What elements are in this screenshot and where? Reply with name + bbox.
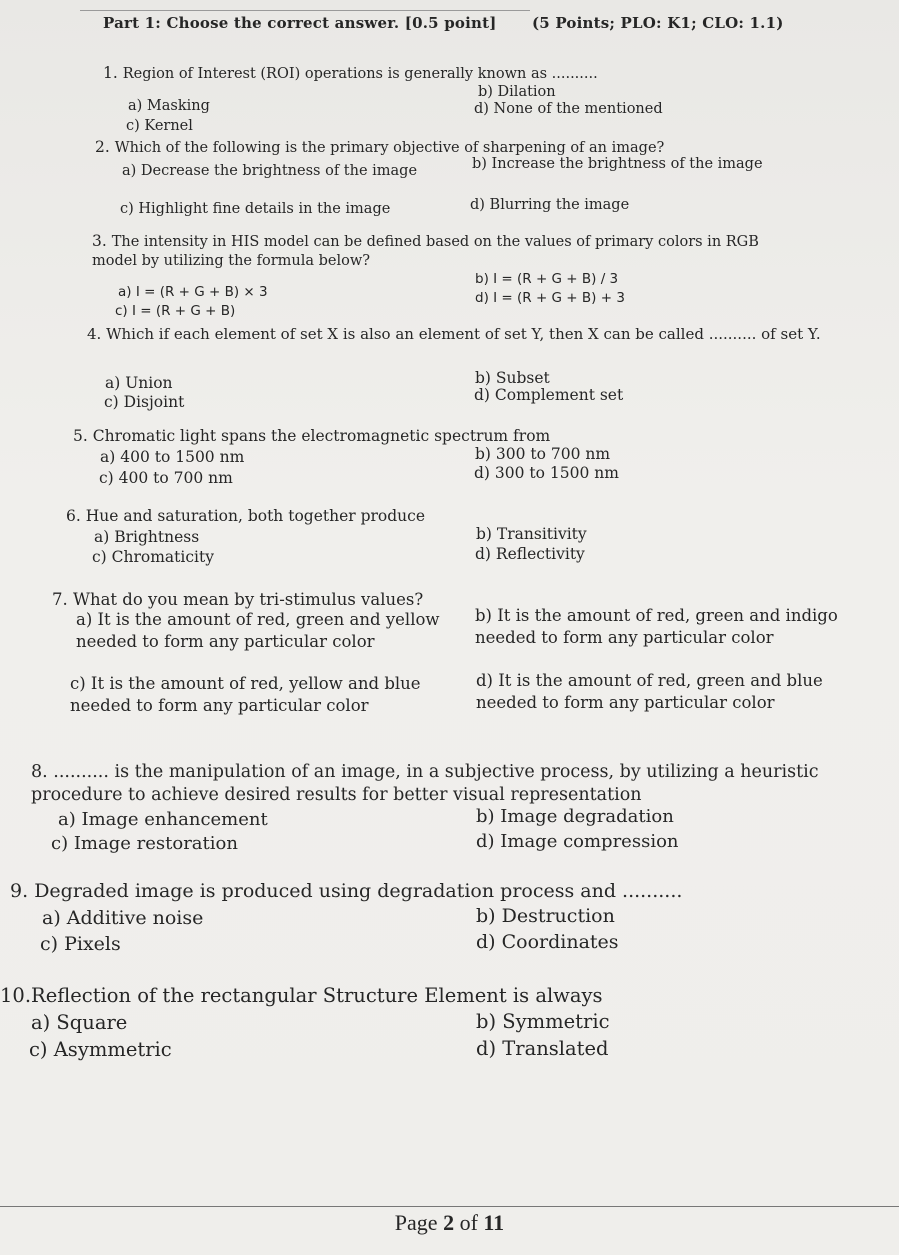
option-c[interactable]: c) Chromaticity [92,548,214,566]
question-number: 5. [73,427,88,445]
option-a[interactable]: a) I = (R + G + B) × 3 [118,284,268,300]
option-d[interactable]: d) Blurring the image [470,197,630,213]
option-b[interactable]: b) Destruction [476,905,615,927]
question-1 [103,64,863,83]
option-a[interactable]: a) 400 to 1500 nm [100,448,245,466]
question-stem: Degraded image is produced using degradation process and .......... [34,880,683,902]
total-pages: 11 [483,1210,505,1235]
question-stem: Region of Interest (ROI) operations is generally known as .......... [122,66,598,82]
top-divider [80,10,530,11]
question-10 [0,983,880,1008]
option-c[interactable]: c) It is the amount of red, yellow and blue needed to form any particular color [70,674,421,715]
option-a[interactable]: a) Image enhancement [58,809,268,830]
question-number: 7. [52,590,68,609]
option-d[interactable]: d) None of the mentioned [474,101,663,117]
option-b[interactable]: b) Subset [475,369,550,387]
question-stem: Which of the following is the primary objective of sharpening of an image? [114,140,665,156]
option-c[interactable]: c) Asymmetric [29,1038,172,1061]
footer-divider [0,1206,899,1207]
question-stem: What do you mean by tri-stimulus values? [73,590,424,609]
option-b[interactable]: b) Dilation [478,84,556,100]
question-stem: Reflection of the rectangular Structure Element is always [31,984,603,1007]
question-number: 10. [0,984,32,1007]
option-c[interactable]: c) Image restoration [51,833,238,854]
question-stem: Hue and saturation, both together produce [85,507,426,525]
option-c[interactable]: c) Highlight fine details in the image [120,201,391,217]
question-3 [92,232,782,270]
question-number: 2. [95,138,110,156]
option-b[interactable]: b) Symmetric [476,1010,610,1033]
question-number: 8. [31,762,48,782]
question-number: 3. [92,232,107,250]
option-c[interactable]: c) 400 to 700 nm [99,469,233,487]
option-a[interactable]: a) It is the amount of red, green and yellow needed to form any particular color [76,610,440,651]
option-a[interactable]: a) Masking [128,98,210,114]
option-c[interactable]: c) Disjoint [104,393,185,411]
option-b[interactable]: b) It is the amount of red, green and indigo needed to form any particular color [475,606,838,647]
option-b[interactable]: b) 300 to 700 nm [475,445,611,463]
option-b[interactable]: b) Image degradation [476,806,674,827]
question-stem: .......... is the manipulation of an image, in a subjective process, by utilizing a heuristic procedure to achieve desired results for better visual representation [31,762,825,805]
question-number: 9. [10,880,29,902]
of-word: of [459,1210,478,1235]
page-footer [0,1210,899,1236]
section-points: (5 Points; PLO: K1; CLO: 1.1) [531,14,784,32]
option-d[interactable]: d) Complement set [474,386,624,404]
option-d[interactable]: d) Coordinates [476,931,619,953]
question-4 [87,325,827,344]
option-a[interactable]: a) Square [31,1011,128,1034]
option-a[interactable]: a) Brightness [94,528,200,546]
question-8 [31,761,861,807]
option-d[interactable]: d) I = (R + G + B) + 3 [475,290,625,306]
option-c[interactable]: c) Pixels [40,933,121,955]
option-a[interactable]: a) Additive noise [42,907,204,929]
question-number: 6. [66,507,81,525]
page-word: Page [394,1210,438,1235]
question-9 [10,879,870,903]
current-page: 2 [443,1210,455,1235]
question-stem: Which if each element of set X is also an element of set Y, then X can be called .......... of set Y. [106,325,821,343]
option-c[interactable]: c) I = (R + G + B) [115,303,236,319]
question-number: 4. [87,325,102,343]
question-6 [66,507,826,526]
question-5 [73,427,833,446]
option-d[interactable]: d) Translated [476,1037,609,1060]
option-d[interactable]: d) Reflectivity [475,545,585,563]
question-stem: Chromatic light spans the electromagnetic spectrum from [92,427,551,445]
section-header [103,14,784,32]
option-b[interactable]: b) Transitivity [476,525,587,543]
option-c[interactable]: c) Kernel [126,118,193,134]
option-b[interactable]: b) Increase the brightness of the image [472,156,763,172]
question-stem: The intensity in HIS model can be defined based on the values of primary colors in RGB model by utilizing the formula below? [92,234,764,269]
option-d[interactable]: d) 300 to 1500 nm [474,464,619,482]
option-a[interactable]: a) Union [105,374,173,392]
option-b[interactable]: b) I = (R + G + B) / 3 [475,271,619,287]
option-d[interactable]: d) It is the amount of red, green and blue needed to form any particular color [476,671,823,712]
option-a[interactable]: a) Decrease the brightness of the image [122,163,418,179]
section-title: Part 1: Choose the correct answer. [0.5 point] [103,14,497,32]
question-number: 1. [103,64,118,82]
option-d[interactable]: d) Image compression [476,831,679,852]
